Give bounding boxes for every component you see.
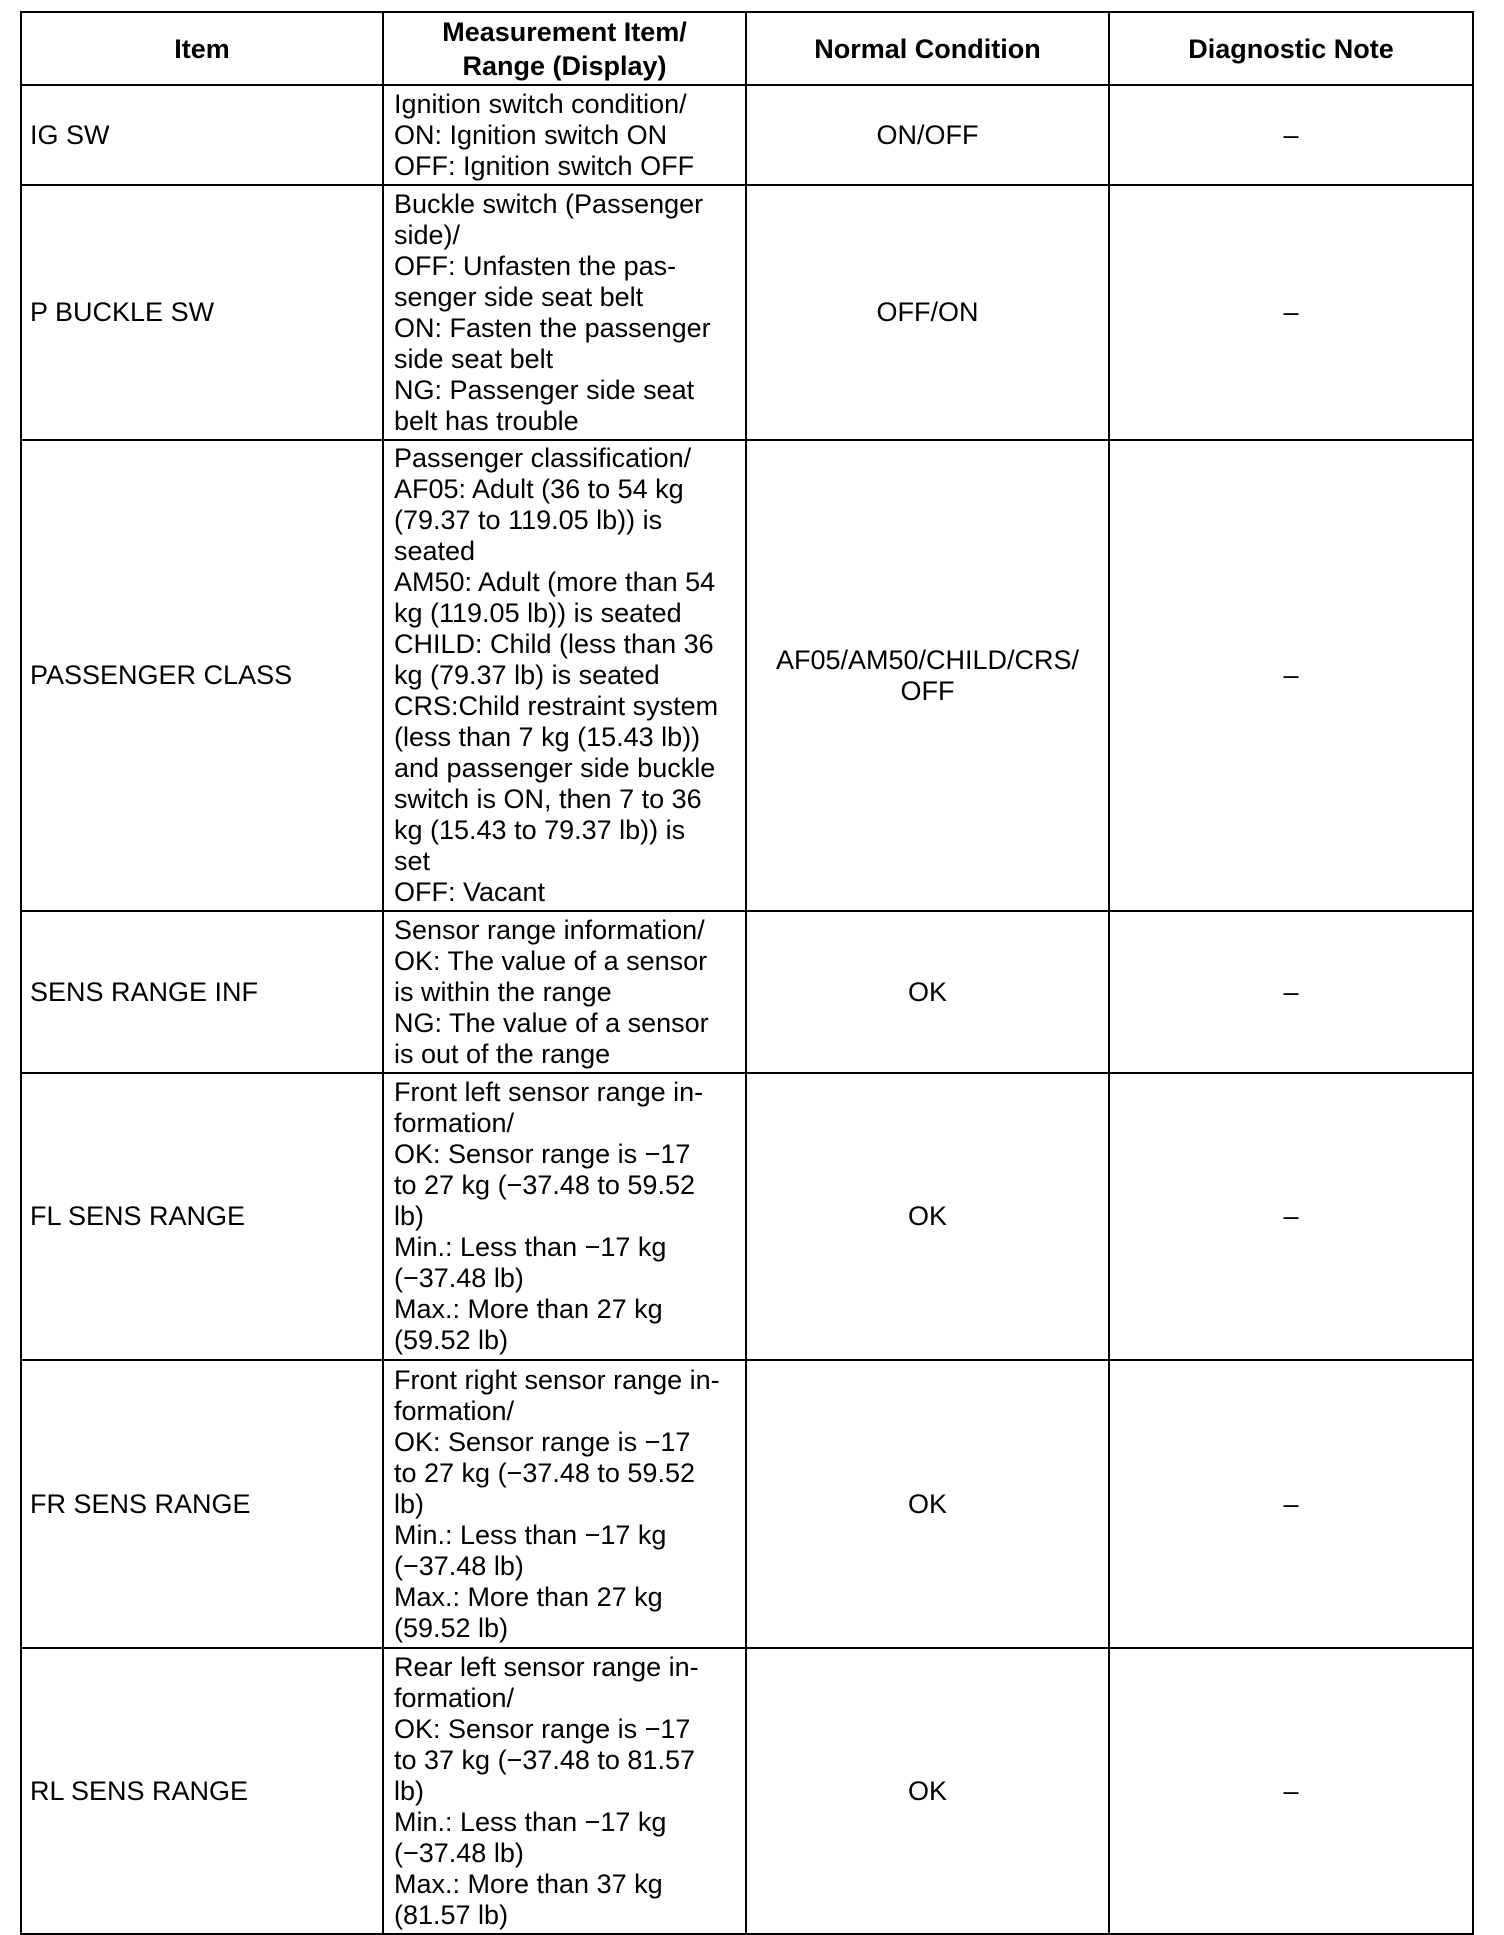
normal-condition-cell: AF05/AM50/CHILD/CRS/ OFF	[746, 440, 1109, 911]
measurement-cell: Passenger classification/ AF05: Adult (36 to 54 kg (79.37 to 119.05 lb)) is seated AM50: Adult (more than 54 kg (119.05 lb)) is seated CHILD: Child (less than 36 kg (79.37 lb) is seated CRS:Child restraint system (less than 7 kg (15.43 lb)) and passenger side buckle switch is ON, then 7 to 36 kg (15.43 to 79.37 lb)) is set OFF: Vacant	[383, 440, 746, 911]
normal-condition-cell: OK	[746, 911, 1109, 1073]
normal-condition-cell: OK	[746, 1360, 1109, 1648]
item-cell: PASSENGER CLASS	[21, 440, 383, 911]
header-row	[21, 12, 1473, 85]
item-cell: FR SENS RANGE	[21, 1360, 383, 1648]
header-measurement: Measurement Item/ Range (Display)	[383, 12, 746, 85]
item-cell: SENS RANGE INF	[21, 911, 383, 1073]
table-row	[21, 85, 1473, 185]
measurement-cell: Front right sensor range in- formation/ OK: Sensor range is −17 to 27 kg (−37.48 to 59.52 lb) Min.: Less than −17 kg (−37.48 lb) Max.: More than 27 kg (59.52 lb)	[383, 1360, 746, 1648]
header-normal-condition: Normal Condition	[746, 12, 1109, 85]
measurement-cell: Front left sensor range in- formation/ OK: Sensor range is −17 to 27 kg (−37.48 to 59.52 lb) Min.: Less than −17 kg (−37.48 lb) Max.: More than 27 kg (59.52 lb)	[383, 1073, 746, 1360]
measurement-cell: Sensor range information/ OK: The value of a sensor is within the range NG: The value of a sensor is out of the range	[383, 911, 746, 1073]
item-cell: P BUCKLE SW	[21, 185, 383, 440]
measurement-cell: Ignition switch condition/ ON: Ignition switch ON OFF: Ignition switch OFF	[383, 85, 746, 185]
normal-condition-cell: OFF/ON	[746, 185, 1109, 440]
table-row	[21, 440, 1473, 911]
normal-condition-cell: ON/OFF	[746, 85, 1109, 185]
diagnostic-note-cell: –	[1109, 1360, 1473, 1648]
diagnostic-note-cell: –	[1109, 85, 1473, 185]
diagnostic-note-cell: –	[1109, 440, 1473, 911]
table-row	[21, 1648, 1473, 1934]
measurement-cell: Buckle switch (Passenger side)/ OFF: Unfasten the pas- senger side seat belt ON: Fasten the passenger side seat belt NG: Passenger side seat belt has trouble	[383, 185, 746, 440]
header-diagnostic-note: Diagnostic Note	[1109, 12, 1473, 85]
normal-condition-cell: OK	[746, 1073, 1109, 1360]
item-cell: RL SENS RANGE	[21, 1648, 383, 1934]
diagnostic-note-cell: –	[1109, 1648, 1473, 1934]
measurement-cell: Rear left sensor range in- formation/ OK: Sensor range is −17 to 37 kg (−37.48 to 81.57 lb) Min.: Less than −17 kg (−37.48 lb) Max.: More than 37 kg (81.57 lb)	[383, 1648, 746, 1934]
diagnostic-note-cell: –	[1109, 911, 1473, 1073]
diagnostic-data-table	[20, 11, 1474, 1935]
normal-condition-cell: OK	[746, 1648, 1109, 1934]
diagnostic-note-cell: –	[1109, 1073, 1473, 1360]
table-row	[21, 185, 1473, 440]
table-row	[21, 1360, 1473, 1648]
item-cell: IG SW	[21, 85, 383, 185]
table-row	[21, 911, 1473, 1073]
table-row	[21, 1073, 1473, 1360]
diagnostic-note-cell: –	[1109, 185, 1473, 440]
header-item: Item	[21, 12, 383, 85]
item-cell: FL SENS RANGE	[21, 1073, 383, 1360]
